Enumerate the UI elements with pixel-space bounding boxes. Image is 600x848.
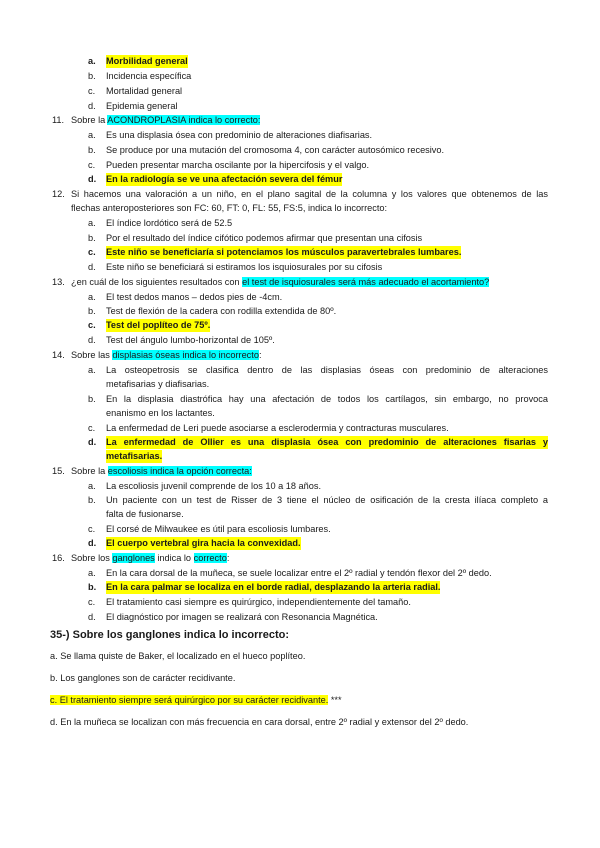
q35-option-c [50,694,342,707]
option-letter: d. [88,335,96,345]
q11-option-a: Es una displasia ósea con predominio de alteraciones diafisarias. [106,130,373,140]
q35-option-c-text: c. El tratamiento siempre será quirúrgico por su carácter recidivante. [50,695,329,705]
option-letter: a. [88,218,96,228]
question-number: 15. [52,466,65,476]
stem-middle: indica lo [154,553,194,563]
q15-option-d: El cuerpo vertebral gira hacia la convexidad. [106,538,301,548]
option-letter: b. [88,495,96,505]
option-letter: a. [88,130,96,140]
option-letter: c. [88,423,96,433]
question-number: 14. [52,350,65,360]
q16-option-a: En la cara dorsal de la muñeca, se suele localizar entre el 2º radial y tendón flexor del 2º dedo. [106,568,492,578]
option-letter: c. [88,320,96,330]
option-letter: d. [88,174,97,184]
q15-option-a: La escoliosis juvenil comprende de los 10 a 18 años. [106,481,322,491]
question-stem [71,349,262,362]
q12-option-d: Este niño se beneficiará si estiramos los isquiosurales por su cifosis [106,262,383,272]
stem-suffix: : [226,553,230,563]
q11-option-d: En la radiología se ve una afectación severa del fémur [106,174,343,184]
option-letter: c. [88,160,96,170]
stem-suffix: : [258,350,262,360]
option-letter: d. [88,538,97,548]
option-letter: d. [88,262,96,272]
q14-option-d-line1: La enfermedad de Ollier es una displasia ósea con predominio de alteraciones fisarias y [106,437,548,447]
option-letter: b. [88,233,96,243]
q11-option-c: Pueden presentar marcha oscilante por la hipercifosis y el valgo. [106,160,370,170]
question-number: 13. [52,277,65,287]
stem-prefix: Sobre las [71,350,113,360]
q13-option-c: Test del poplíteo de 75º. [106,320,211,330]
option-letter: b. [88,71,96,81]
question-number: 16. [52,553,65,563]
q35-answer-mark: *** [328,695,342,705]
question-stem-line2: flechas anteroposteriores son FC: 60, FT: 0, FL: 55, FS:5, indica lo incorrecto: [71,203,388,213]
q14-option-c: La enfermedad de Leri puede asociarse a esclerodermia y contracturas musculares. [106,423,449,433]
q10-option-b: Incidencia específica [106,71,192,81]
q13-option-d: Test del ángulo lumbo-horizontal de 105º. [106,335,275,345]
stem-highlight: el test de isquiosurales será más adecuado el acortamiento? [242,277,490,287]
option-letter: c. [88,524,96,534]
q35-heading: 35-) Sobre los ganglones indica lo incorrecto: [50,629,289,641]
stem-highlight: ACONDROPLASIA indica lo correcto: [107,115,261,125]
question-stem [71,465,252,478]
q10-option-d: Epidemia general [106,101,178,111]
q14-option-d-line2: metafisarias. [106,451,163,461]
stem-prefix: Sobre la [71,115,108,125]
question-stem-line1: Si hacemos una valoración a un niño, en el plano sagital de la columna y los valores que obtenemos de las [71,189,548,199]
q13-option-a: El test dedos manos – dedos pies de -4cm. [106,292,283,302]
q35-option-b: b. Los ganglones son de carácter recidivante. [50,673,236,683]
stem-highlight: displasias óseas indica lo incorrecto [112,350,259,360]
stem-highlight: escoliosis indica la opción correcta: [107,466,252,476]
stem-prefix: ¿en cuál de los siguientes resultados con [71,277,243,287]
q12-option-a: El índice lordótico será de 52.5 [106,218,233,228]
q14-option-b-line2: enanismo en los lactantes. [106,408,215,418]
q35-option-a: a. Se llama quiste de Baker, el localizado en el hueco poplíteo. [50,651,306,661]
option-letter: d. [88,437,97,447]
question-number: 11. [52,115,65,125]
option-letter: a. [88,568,96,578]
option-letter: a. [88,292,96,302]
option-letter: b. [88,306,96,316]
question-stem [71,276,489,289]
q14-option-b-line1: En la displasia diastrófica hay una afectación de todos los cartílagos, sin embargo, no provoca [106,394,548,404]
stem-highlight: correcto [193,553,227,563]
option-letter: b. [88,582,97,592]
option-letter: a. [88,481,96,491]
stem-highlight: ganglones [112,553,155,563]
q10-option-c: Mortalidad general [106,86,183,96]
q12-option-c: Este niño se beneficiaría si potenciamos los músculos paravertebrales lumbares. [106,247,462,257]
q16-option-d: El diagnóstico por imagen se realizará con Resonancia Magnética. [106,612,378,622]
option-letter: c. [88,86,96,96]
q12-option-b: Por el resultado del índice cifótico podemos afirmar que presentan una cifosis [106,233,423,243]
q15-option-b-line2: falta de fusionarse. [106,509,184,519]
q14-option-a-line1: La osteopetrosis se clasifica dentro de las displasias óseas con predominio de alteraciones [106,365,548,375]
q10-option-a: Morbilidad general [106,56,188,66]
question-stem [71,552,229,565]
q16-option-b: En la cara palmar se localiza en el borde radial, desplazando la arteria radial. [106,582,441,592]
option-letter: b. [88,145,96,155]
q15-option-c: El corsé de Milwaukee es útil para escoliosis lumbares. [106,524,331,534]
q13-option-b: Test de flexión de la cadera con rodilla extendida de 80º. [106,306,337,316]
option-letter: a. [88,365,96,375]
q11-option-b: Se produce por una mutación del cromosoma 4, con carácter autosómico recesivo. [106,145,445,155]
q16-option-c: El tratamiento casi siempre es quirúrgico, independientemente del tamaño. [106,597,411,607]
q35-option-d: d. En la muñeca se localizan con más frecuencia en cara dorsal, entre 2º radial y extensor del 2º dedo. [50,717,469,727]
option-letter: c. [88,597,96,607]
option-letter: b. [88,394,96,404]
option-letter: c. [88,247,96,257]
option-letter: a. [88,56,96,66]
q15-option-b-line1: Un paciente con un test de Risser de 3 tiene el núcleo de osificación de la cresta ilíaca completo a [106,495,548,505]
question-number: 12. [52,189,65,199]
option-letter: d. [88,101,96,111]
stem-prefix: Sobre la [71,466,108,476]
q14-option-a-line2: metafisarias y diafisarias. [106,379,210,389]
question-stem [71,114,260,127]
stem-prefix: Sobre los [71,553,113,563]
option-letter: d. [88,612,96,622]
